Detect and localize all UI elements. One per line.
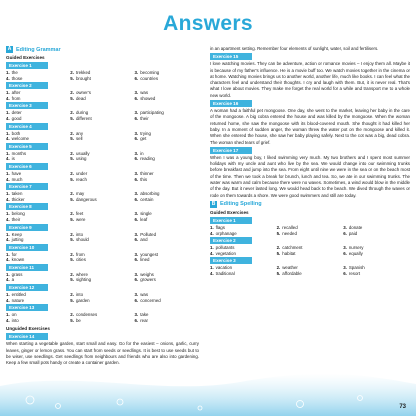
answer-cell xyxy=(6,277,70,283)
answer-cell xyxy=(343,271,410,277)
answer-word: garden xyxy=(75,297,90,303)
answer-cell xyxy=(135,257,199,263)
answer-number: 5. xyxy=(70,176,74,182)
left-exercise-bar: Exercise 11 xyxy=(6,264,48,271)
answer-word: should xyxy=(75,237,89,243)
answer-row xyxy=(6,156,199,162)
answer-word: may xyxy=(75,191,85,197)
answer-row xyxy=(6,217,199,223)
answer-number: 2. xyxy=(70,292,74,298)
answer-cell xyxy=(6,136,70,142)
answer-word: take xyxy=(140,312,149,318)
answer-number: 1. xyxy=(6,231,10,237)
answer-word: into xyxy=(75,292,84,298)
answer-word: brought xyxy=(75,75,91,81)
answer-cell xyxy=(277,231,344,237)
answer-number: 2. xyxy=(70,70,74,75)
answer-number: 6. xyxy=(134,317,139,323)
answer-number: 4. xyxy=(6,136,10,142)
section-b-title: Editing Spelling xyxy=(220,201,262,208)
answer-row xyxy=(6,318,199,324)
answer-number: 6. xyxy=(343,230,347,236)
answer-word: was xyxy=(140,90,149,96)
left-exercise-bar: Exercise 6 xyxy=(6,163,48,170)
answer-word: this xyxy=(140,176,148,182)
answer-word: dangerous xyxy=(75,196,97,202)
answer-cell xyxy=(343,231,410,237)
page-number: 73 xyxy=(399,404,406,410)
answer-number: 3. xyxy=(343,224,347,230)
answer-cell xyxy=(277,271,344,277)
answer-word: needed xyxy=(282,230,297,236)
left-exercise-bar: Exercise 9 xyxy=(6,224,48,231)
answer-word: those xyxy=(11,75,23,81)
section-a-title: Editing Grammar xyxy=(16,46,61,53)
answer-word: weather xyxy=(282,265,298,271)
answer-number: 3. xyxy=(134,211,139,217)
answer-cell xyxy=(70,257,134,263)
answer-cell xyxy=(70,76,134,82)
answer-number: 6. xyxy=(134,156,139,162)
answer-word: concerned xyxy=(140,297,161,303)
answer-word: were xyxy=(75,216,86,222)
answer-number: 5. xyxy=(70,317,74,323)
left-column xyxy=(6,46,199,368)
answer-word: was xyxy=(140,292,149,298)
answer-word: any xyxy=(75,130,84,136)
answer-cell xyxy=(277,251,344,257)
right-exercise-bar: Exercise 1 xyxy=(210,217,252,224)
answer-number: 6. xyxy=(343,270,347,276)
answer-number: 6. xyxy=(134,136,139,142)
answer-row xyxy=(6,76,199,82)
answer-word: pollutants xyxy=(215,245,235,251)
answer-word: cities xyxy=(75,257,86,263)
answer-cell xyxy=(135,156,199,162)
answer-word: their xyxy=(11,216,21,222)
section-a-badge: A xyxy=(7,46,12,52)
right-exercise-bar: Exercise 3 xyxy=(210,257,252,264)
answer-word: habitat xyxy=(282,250,296,256)
answer-word: thicker xyxy=(11,196,25,202)
answer-number: 4. xyxy=(6,115,10,121)
answer-word: dead xyxy=(75,95,86,101)
left-exercise-bar: Exercise 5 xyxy=(6,143,48,150)
answer-number: 2. xyxy=(276,265,281,271)
answer-word: rear xyxy=(140,317,149,323)
answer-number: 1. xyxy=(6,70,10,75)
answer-word: known xyxy=(11,257,25,263)
answer-word: their xyxy=(140,115,149,121)
answer-row xyxy=(210,251,410,257)
answer-word: and xyxy=(140,237,148,243)
answer-word: belong xyxy=(11,211,25,217)
answer-word: on xyxy=(11,312,17,318)
answer-cell xyxy=(6,318,70,324)
answer-word: owner's xyxy=(75,90,91,96)
answer-cell xyxy=(343,251,410,257)
answer-cell xyxy=(135,298,199,304)
answer-cell xyxy=(210,251,277,257)
answer-cell xyxy=(135,76,199,82)
answer-word: is xyxy=(11,156,15,162)
answer-number: 3. xyxy=(134,110,139,116)
answer-cell xyxy=(6,96,70,102)
answer-cell xyxy=(6,237,70,243)
answer-word: absorbing xyxy=(140,191,160,197)
answer-word: donate xyxy=(348,224,363,230)
answer-word: reach xyxy=(75,176,87,182)
answer-word: into xyxy=(11,317,19,323)
answer-number: 3. xyxy=(343,265,347,271)
answer-cell xyxy=(135,277,199,283)
answer-word: leaf xyxy=(140,216,148,222)
answer-word: certain xyxy=(140,196,154,202)
answer-number: 5. xyxy=(70,196,74,202)
answer-word: participating xyxy=(140,110,164,116)
answer-number: 4. xyxy=(6,196,10,202)
answer-number: 2. xyxy=(70,150,74,156)
answer-number: 4. xyxy=(6,156,10,162)
section-b-heading xyxy=(210,201,410,208)
answer-number: 5. xyxy=(276,230,281,236)
exercise-17-text: When I was a young boy, I liked swimming very much. My two brothers and I spent most summer holidays with my uncle and aunt who live by the sea. We would change into our swimming trunks before breakfast and jump into the sea. From eight until nine we were in the sea or on the beach most of the time. Then we took a break for brunch, lunch and tea. So, we ate in our swimming trunks. The water was warm and calm because there were no waves. Sometimes, a wind would blow in the middle of the day. But it never lasted long. We would head back to the beach. We dived through the waves or rode on them towards a shore. We were good swimmers and still are today. xyxy=(210,154,410,198)
answer-number: 1. xyxy=(6,312,10,318)
answer-row xyxy=(6,277,199,283)
answer-number: 2. xyxy=(70,90,74,96)
answer-row xyxy=(6,298,199,304)
answer-word: have xyxy=(11,170,22,176)
answer-number: 2. xyxy=(70,251,74,257)
answer-number: 6. xyxy=(134,95,139,101)
answer-word: taken xyxy=(11,191,23,197)
answer-word: affordable xyxy=(282,270,302,276)
answer-number: 2. xyxy=(70,231,74,237)
answer-number: 3. xyxy=(134,150,139,156)
answer-number: 3. xyxy=(134,90,139,96)
answer-number: 3. xyxy=(134,191,139,197)
answer-word: in xyxy=(140,150,144,156)
answer-number: 1. xyxy=(6,211,10,217)
answer-cell xyxy=(135,177,199,183)
answer-word: be xyxy=(75,317,81,323)
answer-word: flags xyxy=(215,224,225,230)
exercise-16-text: A woman had a faithful pet mongoose. One day, she went to the market, leaving her baby in the care of the mongoose. A big cobra entered the house and was killed by the mongoose. When the woman returned home, she saw the mongoose with its blood-covered mouth. She thought it had killed her baby. In a moment of sudden anger, the woman threw the water pot on the mongoose and killed it. When she entered the house, she saw her baby playing safely. Next to the cot was a big, dead cobra. The woman shed tears of grief. xyxy=(210,108,410,145)
answer-number: 5. xyxy=(276,250,281,256)
answer-number: 6. xyxy=(134,297,139,303)
answer-cell xyxy=(70,217,134,223)
answer-word: Keep xyxy=(11,231,22,237)
answer-number: 5. xyxy=(70,277,74,283)
answer-number: 5. xyxy=(70,156,74,162)
answer-number: 3. xyxy=(134,271,139,277)
answer-number: 2. xyxy=(70,312,74,318)
answer-number: 4. xyxy=(210,270,214,276)
answer-number: 5. xyxy=(276,270,281,276)
answer-word: entitled xyxy=(11,292,26,298)
answer-number: 6. xyxy=(134,277,139,283)
answer-cell xyxy=(6,116,70,122)
answer-number: 1. xyxy=(6,90,10,96)
answer-word: paid xyxy=(348,230,358,236)
answer-number: 4. xyxy=(6,257,10,263)
answer-word: lined xyxy=(140,257,150,263)
answer-number: 3. xyxy=(134,231,139,237)
answer-number: 3. xyxy=(134,130,139,136)
answer-word: welcome xyxy=(11,136,29,142)
exercise-14-continued: in an apartment setting. Remember four elements of sunlight, water, soil and fertilisers. xyxy=(210,46,379,51)
answer-number: 4. xyxy=(210,230,214,236)
answer-cell xyxy=(6,217,70,223)
answer-word: a xyxy=(11,277,15,283)
answer-number: 5. xyxy=(70,75,74,81)
exercise-14-bar: Exercise 14 xyxy=(6,333,48,340)
answer-cell xyxy=(6,177,70,183)
answer-word: get xyxy=(140,136,147,142)
answer-number: 4. xyxy=(6,237,10,243)
answer-cell xyxy=(135,197,199,203)
answer-cell xyxy=(6,156,70,162)
answer-word: catchment xyxy=(282,245,303,251)
answer-number: 6. xyxy=(134,237,139,243)
answer-word: into xyxy=(75,231,84,237)
answer-number: 5. xyxy=(70,237,74,243)
left-exercise-bar: Exercise 13 xyxy=(6,304,48,311)
left-exercise-bar: Exercise 10 xyxy=(6,244,48,251)
answer-number: 3. xyxy=(134,170,139,176)
answer-row xyxy=(6,237,199,243)
answer-word: after xyxy=(11,90,21,96)
answer-number: 6. xyxy=(134,176,139,182)
answer-word: becoming xyxy=(140,70,160,75)
answer-cell xyxy=(70,318,134,324)
answer-number: 6. xyxy=(343,250,347,256)
answer-word: feet xyxy=(75,211,84,217)
answer-cell xyxy=(6,298,70,304)
answer-word: from xyxy=(75,251,85,257)
answer-word: deter xyxy=(11,110,22,116)
answer-word: vegetation xyxy=(215,250,236,256)
answer-cell xyxy=(70,298,134,304)
answer-word: usually xyxy=(75,150,90,156)
answer-number: 3. xyxy=(134,251,139,257)
answer-word: jutting xyxy=(11,237,24,243)
section-a-heading xyxy=(6,46,199,53)
answer-number: 4. xyxy=(6,216,10,222)
answer-number: 1. xyxy=(210,224,214,230)
answer-number: 4. xyxy=(6,317,10,323)
answer-cell xyxy=(70,237,134,243)
answer-number: 1. xyxy=(6,170,10,176)
answer-word: thinner xyxy=(140,170,154,176)
answer-number: 6. xyxy=(134,75,139,81)
right-exercise-list xyxy=(210,217,410,277)
answer-number: 6. xyxy=(134,115,139,121)
left-exercise-bar: Exercise 2 xyxy=(6,82,48,89)
answer-word: months xyxy=(11,150,27,156)
answer-number: 6. xyxy=(134,196,139,202)
answer-word: countries xyxy=(140,75,159,81)
answer-cell xyxy=(135,217,199,223)
page-title: Answers xyxy=(163,12,253,35)
answer-number: 1. xyxy=(6,292,10,298)
answer-word: growers xyxy=(140,277,156,283)
answer-number: 2. xyxy=(70,271,74,277)
answer-row xyxy=(210,231,410,237)
answer-word: trying xyxy=(140,130,151,136)
answer-word: good xyxy=(11,115,22,121)
answer-row xyxy=(6,96,199,102)
answer-number: 4. xyxy=(6,297,10,303)
answer-word: grass xyxy=(11,271,23,277)
answer-number: 2. xyxy=(276,245,281,251)
answer-number: 5. xyxy=(70,136,74,142)
guided-exercises-label: Guided Exercises xyxy=(6,55,45,60)
answer-word: for xyxy=(11,251,17,257)
answer-row xyxy=(6,177,199,183)
answer-word: much xyxy=(11,176,23,182)
answer-number: 1. xyxy=(6,251,10,257)
answer-word: orphanage xyxy=(215,230,237,236)
answer-word: resort xyxy=(348,270,361,276)
exercise-15-text: I love watching movies. They can be adventure, action or romance movies – I enjoy them all. Maybe it is because of my father's influence. He is a movie buff too. We watch movies together in the cinema or at home. Watching movies brings us to another world, another life, much like books. I can feel what the characters feel and understand their thoughts. I cry and laugh with them. But, it is never real. That's what I love about movies. They make me forget the real world for a while and transport me to a whole new world. xyxy=(210,61,410,98)
answer-number: 4. xyxy=(6,277,10,283)
left-exercise-list xyxy=(6,62,199,323)
answer-row xyxy=(6,257,199,263)
answer-word: Polluted xyxy=(140,231,157,237)
answer-cell xyxy=(6,76,70,82)
answer-word: recalled xyxy=(282,224,298,230)
exercise-15-bar: Exercise 15 xyxy=(210,53,252,60)
answer-number: 1. xyxy=(210,265,214,271)
answer-word: using xyxy=(75,156,87,162)
answer-word: sighting xyxy=(75,277,92,283)
answer-cell xyxy=(70,96,134,102)
answer-word: equally xyxy=(348,250,363,256)
answer-number: 4. xyxy=(6,95,10,101)
answer-number: 4. xyxy=(6,176,10,182)
answer-number: 4. xyxy=(210,250,214,256)
answer-word: sell xyxy=(75,136,83,142)
answer-number: 5. xyxy=(70,95,74,101)
answer-word: from xyxy=(11,95,21,101)
answer-word: reading xyxy=(140,156,155,162)
answer-cell xyxy=(70,177,134,183)
answer-cell xyxy=(210,231,277,237)
guided-exercises-label-b: Guided Exercises xyxy=(210,209,249,215)
answer-number: 6. xyxy=(134,257,139,263)
answer-word: the xyxy=(11,70,18,75)
answer-number: 1. xyxy=(6,130,10,136)
left-exercise-bar: Exercise 7 xyxy=(6,183,48,190)
exercise-17-bar: Exercise 17 xyxy=(210,147,252,154)
answer-number: 3. xyxy=(134,312,139,318)
answer-number: 2. xyxy=(276,224,281,230)
exercise-14-text: When starting a vegetable garden, start small and easy. Go for the easiest – onions, garlic, curry leaves, ginger or lemon grass. You can start from seeds or seedlings. It is best to use seeds but to be wiser, use seedlings. Get seedlings from neighbours and friends who are also into gardening. Keep a few small pots handy or create a container garden. xyxy=(6,341,199,366)
unguided-exercises-label: Unguided Exercises xyxy=(6,326,50,332)
answer-cell xyxy=(6,257,70,263)
answer-number: 2. xyxy=(70,130,74,136)
answer-cell xyxy=(70,277,134,283)
answer-number: 1. xyxy=(6,271,10,277)
answer-cell xyxy=(70,136,134,142)
answer-word: weighs xyxy=(140,271,154,277)
answer-number: 6. xyxy=(134,216,139,222)
left-exercise-bar: Exercise 8 xyxy=(6,203,48,210)
answer-number: 2. xyxy=(70,110,74,116)
answer-cell xyxy=(135,96,199,102)
answer-word: vacation xyxy=(215,265,233,271)
answer-word: nursery xyxy=(348,245,364,251)
answer-word: different xyxy=(75,115,92,121)
answer-word: showed xyxy=(140,95,156,101)
section-b-badge: B xyxy=(211,200,216,207)
answer-number: 3. xyxy=(343,245,347,251)
answer-cell xyxy=(70,156,134,162)
answer-number: 2. xyxy=(70,191,74,197)
answer-number: 1. xyxy=(6,191,10,197)
left-exercise-bar: Exercise 3 xyxy=(6,102,48,109)
answer-number: 5. xyxy=(70,115,74,121)
answer-number: 4. xyxy=(6,75,10,81)
right-column xyxy=(210,46,410,277)
left-exercise-bar: Exercise 12 xyxy=(6,284,48,291)
bubble-decoration xyxy=(0,356,416,416)
answer-number: 2. xyxy=(70,170,74,176)
answer-number: 5. xyxy=(70,216,74,222)
answer-word: youngest xyxy=(140,251,159,257)
answer-number: 1. xyxy=(6,150,10,156)
answer-word: where xyxy=(75,271,88,277)
answer-word: during xyxy=(75,110,89,116)
answer-row xyxy=(6,197,199,203)
answer-word: single xyxy=(140,211,152,217)
left-exercise-bar: Exercise 1 xyxy=(6,62,48,69)
answer-word: traditional xyxy=(215,270,235,276)
answer-number: 1. xyxy=(210,245,214,251)
answer-cell xyxy=(6,197,70,203)
answer-word: both xyxy=(11,130,21,136)
answer-cell xyxy=(135,116,199,122)
answer-number: 5. xyxy=(70,297,74,303)
answer-row xyxy=(6,136,199,142)
answer-row xyxy=(210,271,410,277)
answer-number: 1. xyxy=(6,110,10,116)
answer-cell xyxy=(70,197,134,203)
answer-number: 3. xyxy=(134,70,139,75)
answer-cell xyxy=(135,136,199,142)
exercise-16-bar: Exercise 16 xyxy=(210,100,252,107)
answer-word: condenses xyxy=(75,312,98,318)
answer-cell xyxy=(135,318,199,324)
answer-word: Spanish xyxy=(348,265,365,271)
answer-number: 2. xyxy=(70,211,74,217)
answer-word: trekked xyxy=(75,70,91,75)
answer-row xyxy=(6,116,199,122)
answer-cell xyxy=(210,271,277,277)
answer-cell xyxy=(70,116,134,122)
answer-word: under xyxy=(75,170,88,176)
answer-number: 5. xyxy=(70,257,74,263)
answer-cell xyxy=(135,237,199,243)
left-exercise-bar: Exercise 4 xyxy=(6,123,48,130)
right-exercise-bar: Exercise 2 xyxy=(210,237,252,244)
answer-number: 3. xyxy=(134,292,139,298)
answer-word: nature xyxy=(11,297,25,303)
